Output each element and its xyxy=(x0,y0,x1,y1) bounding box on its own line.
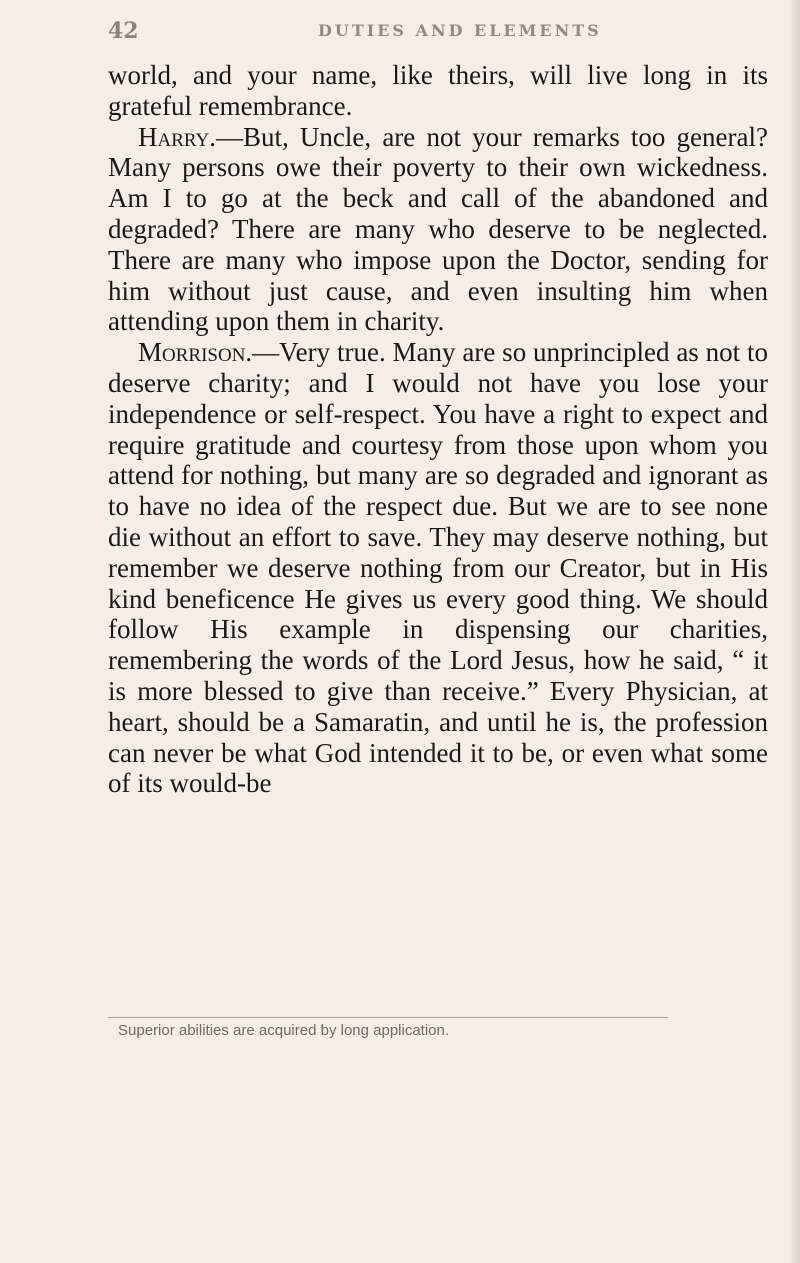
page-edge-shadow xyxy=(788,0,800,1263)
page-number: 42 xyxy=(108,18,139,44)
paragraph-harry xyxy=(108,122,768,338)
paragraph-text: —Very true. Many are so unprincipled as not to deserve charity; and I would not have you lose your independence or self-respect. You have a right to expect and require gratitude and courtesy from those upon whom you attend for nothing, but many are so degraded and ignorant as to have no idea of the respect due. But we are to see none die without an effort to save. They may deserve nothing, but remember we deserve nothing from our Creator, but in His kind beneficence He gives us every good thing. We should follow His example in dispensing our charities, remembering the words of the Lord Jesus, how he said, “ it is more blessed to give than receive.” Every Physician, at heart, should be a Samaratin, and until he is, the profession can never be what God intended it to be, or even what some of its would-be xyxy=(108,337,768,799)
footer-rule xyxy=(108,1017,668,1018)
body-text xyxy=(108,60,768,799)
running-head: DUTIES AND ELEMENTS xyxy=(318,21,602,40)
paragraph-text: —But, Uncle, are not your remarks too general? Many persons owe their poverty to their own wickedness. Am I to go at the beck and call of the abandoned and degraded? There are many who deserve to be neglected. There are many who impose upon the Doctor, sending for him without just cause, and even insulting him when attending upon them in charity. xyxy=(108,121,768,337)
speaker-name: Morrison. xyxy=(138,337,253,368)
footer-maxim: Superior abilities are acquired by long application. xyxy=(118,1022,450,1039)
speaker-name: Harry. xyxy=(138,121,216,152)
page-header xyxy=(108,18,740,48)
paragraph-morrison xyxy=(108,337,768,799)
paragraph-continuation: world, and your name, like theirs, will live long in its grateful remembrance. xyxy=(108,60,768,121)
